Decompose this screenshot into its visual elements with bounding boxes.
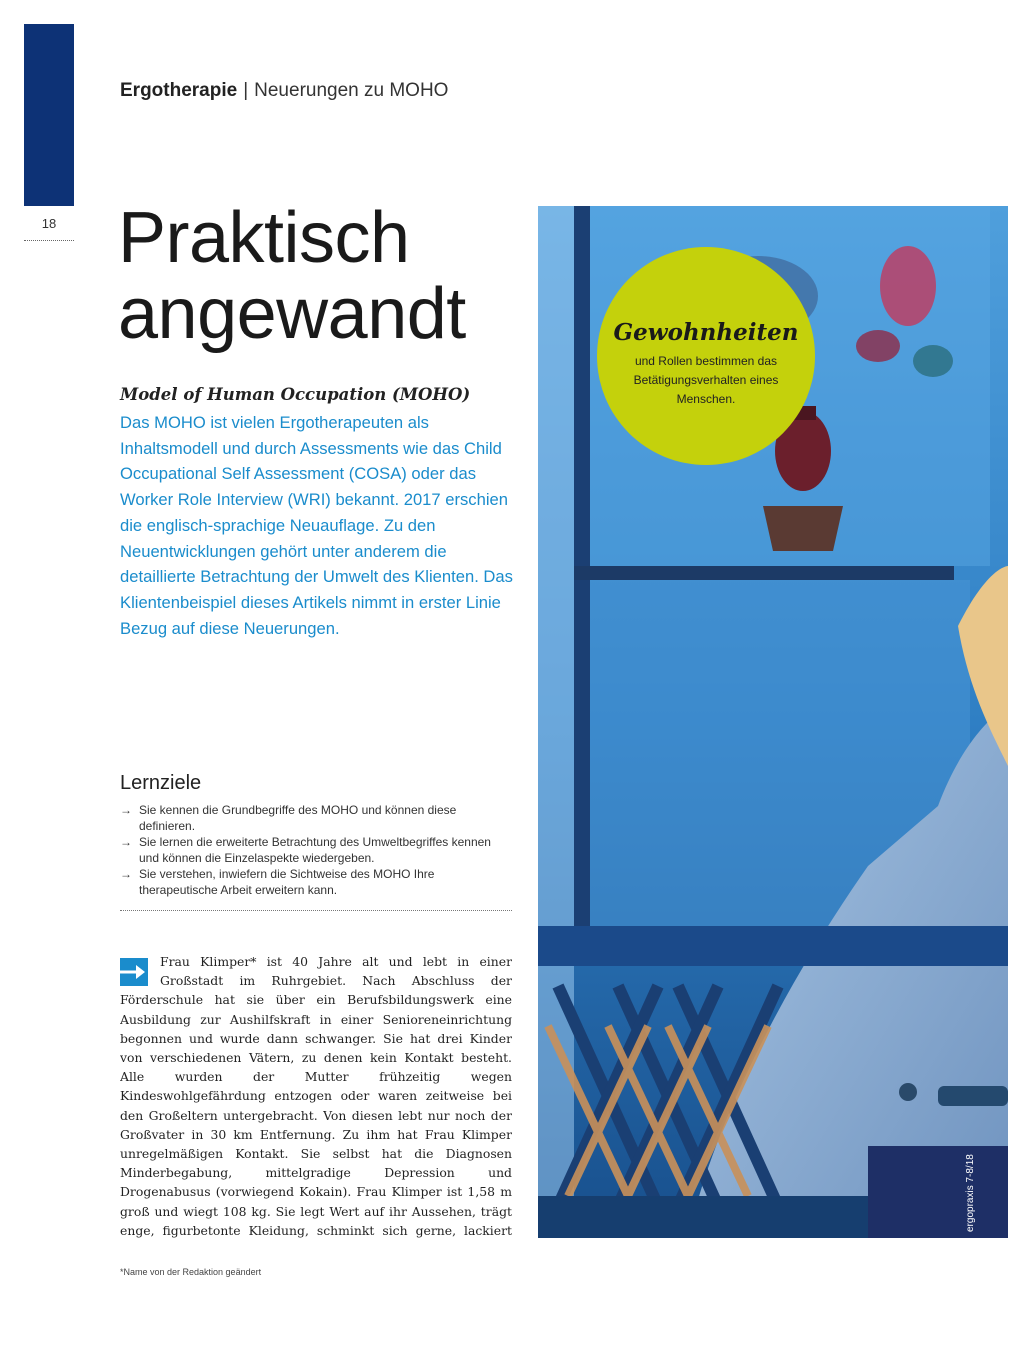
arrow-start-icon xyxy=(120,958,148,986)
arrow-right-icon: → xyxy=(120,835,132,849)
title-line-1: Praktisch xyxy=(118,198,410,278)
learning-goal-item xyxy=(120,802,512,834)
running-header xyxy=(120,80,448,102)
bubble-title: Gewohnheiten xyxy=(613,319,799,346)
bubble-text: und Rollen bestimmen das Betätigungsverhalten eines Menschen. xyxy=(633,354,779,406)
title-line-2: angewandt xyxy=(118,274,466,354)
article-title xyxy=(118,200,466,352)
arrow-right-icon: → xyxy=(120,803,132,817)
learning-goal-item xyxy=(120,834,512,866)
page-number: 18 xyxy=(41,216,57,231)
body-text xyxy=(120,952,512,1244)
intro-paragraph: Das MOHO ist vielen Ergotherapeuten als Inhaltsmodell und durch Assessments wie das Child Occupational Self Assessment (COSA) oder das Worker Role Interview (WRI) bekannt. 2017 erschien die englisch-sprachige Neuauflage. Zu den Neuentwicklungen gehört unter anderem die detaillierte Betrachtung der Umwelt des Klienten. Das Klientenbeispiel dieses Artikels nimmt in erster Linie Bezug auf diese Neuerungen. xyxy=(120,413,513,638)
header-separator: | xyxy=(243,80,249,101)
learning-goal-text: Sie verstehen, inwiefern die Sichtweise des MOHO Ihre therapeutische Arbeit erweitern kann. xyxy=(139,867,435,897)
photo-credit: ergopraxis 7-8/18 xyxy=(965,1154,976,1232)
learning-goals-title: Lernziele xyxy=(120,772,202,794)
article-subtitle: Model of Human Occupation (MOHO) xyxy=(120,385,471,404)
learning-goal-text: Sie kennen die Grundbegriffe des MOHO und können diese definieren. xyxy=(139,803,457,833)
header-topic: Neuerungen zu MOHO xyxy=(254,80,449,101)
learning-goal-text: Sie lernen die erweiterte Betrachtung des Umweltbegriffes kennen und können die Einzelaspekte wiedergeben. xyxy=(139,835,491,865)
learning-goals-list xyxy=(120,802,512,898)
section-divider xyxy=(120,910,512,911)
quote-bubble xyxy=(597,247,815,465)
page-number-divider xyxy=(24,240,74,241)
side-color-bar xyxy=(24,24,74,206)
arrow-right-icon: → xyxy=(120,867,132,881)
body-paragraph: Frau Klimper* ist 40 Jahre alt und lebt in einer Großstadt im Ruhrgebiet. Nach Abschluss der Förderschule hat sie über ein Berufsbildungswerk eine Ausbildung zur Aushilfskraft in einer Senioreneinrichtung begonnen und wurde dann schwanger. Sie hat drei Kinder von verschiedenen Vätern, zu denen kein Kontakt besteht. Alle wurden der Mutter frühzeitig wegen Kindeswohlgefährdung entzogen oder waren zeitweise bei den Großeltern untergebracht. Von diesen lebt nur noch der Großvater in 30 km Entfernung. Zu ihm hat Frau Klimper unregelmäßigen Kontakt. Sie selbst hat die Diagnosen Minderbegabung, mittelgradige Depression und Drogenabusus (vorwiegend Kokain). Frau Klimper ist 1,58 m groß und wiegt 108 kg. Sie legt Wert auf ihr Aussehen, trägt enge, figurbetonte Kleidung, schminkt sich gerne, lackiert xyxy=(120,954,512,1238)
learning-goal-item xyxy=(120,866,512,898)
header-section: Ergotherapie xyxy=(120,80,238,101)
footnote: *Name von der Redaktion geändert xyxy=(120,1267,262,1277)
